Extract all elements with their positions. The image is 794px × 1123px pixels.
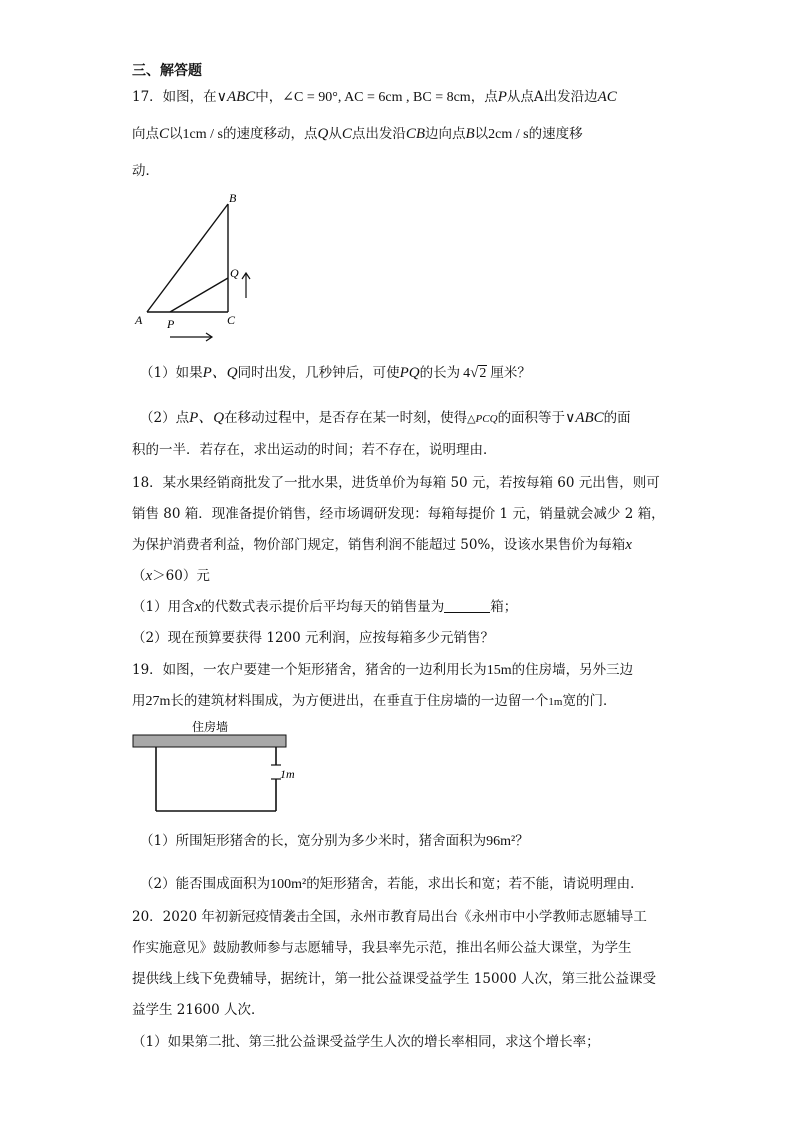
area-96: 96m² bbox=[486, 834, 516, 849]
triangle-symbol: ∨ bbox=[216, 90, 227, 105]
q20-sub1: （1）如果第二批、第三批公益课受益学生人次的增长率相同，求这个增长率； bbox=[132, 1034, 600, 1050]
q18-line2: 销售 80 箱．现准备提价销售，经市场调研发现：每箱每提价 1 元，销量就会减少 2 箱， bbox=[132, 506, 665, 522]
point-q: Q bbox=[317, 126, 329, 142]
q17-sub2-line1 bbox=[140, 409, 631, 428]
q19-text: 长的建筑材料围成，为方便进出，在垂直于住房墙的一边留一个 bbox=[170, 693, 549, 709]
q19-text: 19．如图，一农户要建一个矩形猪舍，猪舍的一边利用长为 bbox=[132, 662, 487, 678]
q17-text: 17．如图，在 bbox=[132, 89, 217, 105]
segment-cb: CB bbox=[405, 126, 425, 142]
q17-text: 的速度移动，点 bbox=[222, 126, 318, 142]
q19-text: 用 bbox=[132, 693, 146, 709]
q19-text: （1）所围矩形猪舍的长，宽分别为多少米时，猪舍面积为 bbox=[140, 833, 487, 849]
q18-text: 的代数式表示提价后平均每天的销售量为 bbox=[201, 599, 445, 615]
q20-line1: 20．2020 年初新冠疫情袭击全国，永州市教育局出台《永州市中小学教师志愿辅导工 bbox=[132, 909, 647, 925]
speed-2: 2cm / s bbox=[488, 127, 529, 142]
q17-text: 以 bbox=[169, 126, 183, 142]
q17-line1 bbox=[132, 88, 617, 107]
radicand: 2 bbox=[479, 366, 487, 381]
q17-text: 从点A出发沿边 bbox=[506, 89, 598, 105]
variable-x: x bbox=[625, 537, 632, 553]
door-label: 1m bbox=[280, 767, 295, 781]
label-c: C bbox=[227, 313, 236, 327]
q17-line2 bbox=[132, 125, 583, 144]
q19-line1 bbox=[132, 661, 633, 680]
label-p: P bbox=[167, 317, 175, 331]
q17-conditions: ∠C = 90°, AC = 6cm , BC = 8cm bbox=[282, 90, 471, 105]
length-1m: 1m bbox=[548, 696, 563, 708]
label-q: Q bbox=[230, 266, 239, 280]
point-p: P bbox=[497, 89, 507, 105]
radical-expression bbox=[463, 366, 487, 381]
q17-text: 厘米？ bbox=[490, 365, 531, 381]
q19-text: ？ bbox=[515, 833, 529, 849]
triangle-figure bbox=[130, 190, 260, 350]
triangle-name: ABC bbox=[575, 410, 604, 426]
point-c: C bbox=[341, 126, 352, 142]
q17-text: 同时出发，几秒钟后，可使 bbox=[237, 365, 400, 381]
q17-text: ，点 bbox=[470, 89, 498, 105]
arrow-up-icon bbox=[242, 273, 250, 298]
point-c: C bbox=[159, 126, 170, 142]
q17-text: 向点 bbox=[132, 126, 159, 142]
variable-x: x bbox=[194, 599, 202, 615]
side-ab bbox=[147, 204, 228, 312]
q19-sub1 bbox=[140, 832, 529, 851]
label-b: B bbox=[229, 191, 237, 205]
q20-line3: 提供线上线下免费辅导，据统计，第一批公益课受益学生 15000 人次，第三批公益课受 bbox=[132, 971, 657, 987]
q17-text: 的速度移 bbox=[528, 126, 583, 142]
q17-text: 的长为 bbox=[419, 365, 461, 381]
section-heading: 三、解答题 bbox=[132, 63, 202, 79]
sqrt-symbol: √2 bbox=[470, 365, 487, 381]
answer-blank[interactable] bbox=[444, 598, 490, 613]
speed-1: 1cm / s bbox=[182, 127, 223, 142]
q18-text: 箱； bbox=[490, 599, 518, 615]
q17-text: 边向点 bbox=[425, 126, 466, 142]
triangle-name: ABC bbox=[226, 89, 256, 105]
q17-line3: 动． bbox=[132, 163, 159, 179]
q19-text: 的住房墙，另外三边 bbox=[511, 662, 634, 678]
q17-text: 从 bbox=[328, 126, 342, 142]
pig-pen-figure bbox=[130, 718, 310, 818]
q17-text: 以 bbox=[474, 126, 489, 142]
label-a: A bbox=[135, 313, 143, 327]
q20-line2: 作实施意见》鼓励教师参与志愿辅导，我县率先示范，推出名师公益大课堂，为学生 bbox=[132, 940, 632, 956]
q17-sub2-line2: 积的一半．若存在，求出运动的时间；若不存在，说明理由． bbox=[132, 442, 497, 458]
q17-text: 中， bbox=[255, 89, 283, 105]
q20-line4: 益学生 21600 人次． bbox=[132, 1002, 265, 1018]
segment-pq: PQ bbox=[399, 365, 420, 381]
triangle-pcq: △PCQ bbox=[467, 413, 498, 425]
q18-line3 bbox=[132, 536, 632, 554]
q17-text: （1）如果 bbox=[140, 365, 203, 381]
q18-text: ＞60）元 bbox=[152, 568, 210, 584]
q17-sub1 bbox=[140, 364, 531, 383]
house-wall bbox=[133, 735, 286, 747]
q19-text: （2）能否围成面积为 bbox=[140, 876, 271, 892]
segment-ac: AC bbox=[597, 89, 617, 105]
radical-coefficient: 4 bbox=[463, 366, 471, 381]
q17-text: 在移动过程中，是否存在某一时刻，使得 bbox=[224, 410, 468, 426]
point-b: B bbox=[465, 126, 475, 142]
q19-text: 的矩形猪舍，若能，求出长和宽；若不能，请说明理由． bbox=[306, 876, 644, 892]
length-15m: 15m bbox=[486, 663, 512, 678]
q18-line1: 18．某水果经销商批发了一批水果，进货单价为每箱 50 元，若按每箱 60 元出售，则可 bbox=[132, 475, 660, 491]
segment-pq bbox=[170, 278, 228, 312]
q18-text: 为保护消费者利益，物价部门规定，销售利润不能超过 50%，设该水果售价为每箱 bbox=[132, 537, 626, 553]
q18-text: （1）用含 bbox=[132, 599, 195, 615]
area-100: 100m² bbox=[270, 877, 307, 892]
length-27m: 27m bbox=[145, 694, 171, 709]
q17-text: （2）点 bbox=[140, 410, 190, 426]
q17-text: 点出发沿 bbox=[351, 126, 406, 142]
q18-text: （ bbox=[132, 568, 146, 584]
q18-sub1 bbox=[132, 598, 517, 616]
points-pq: P、Q bbox=[189, 410, 225, 426]
arrow-right-icon bbox=[170, 333, 212, 341]
wall-label: 住房墙 bbox=[191, 720, 229, 734]
variable-x: x bbox=[145, 568, 153, 584]
q19-sub2 bbox=[140, 875, 644, 894]
q19-line2 bbox=[132, 692, 616, 711]
q17-text: 的面 bbox=[603, 410, 631, 426]
q17-text: 的面积等于 bbox=[497, 410, 566, 426]
points-pq: P、Q bbox=[202, 365, 238, 381]
q19-text: 宽的门． bbox=[562, 693, 617, 709]
q18-line4 bbox=[132, 567, 210, 585]
q18-sub2: （2）现在预算要获得 1200 元利润，应按每箱多少元销售？ bbox=[132, 630, 495, 646]
triangle-symbol: ∨ bbox=[565, 411, 576, 426]
